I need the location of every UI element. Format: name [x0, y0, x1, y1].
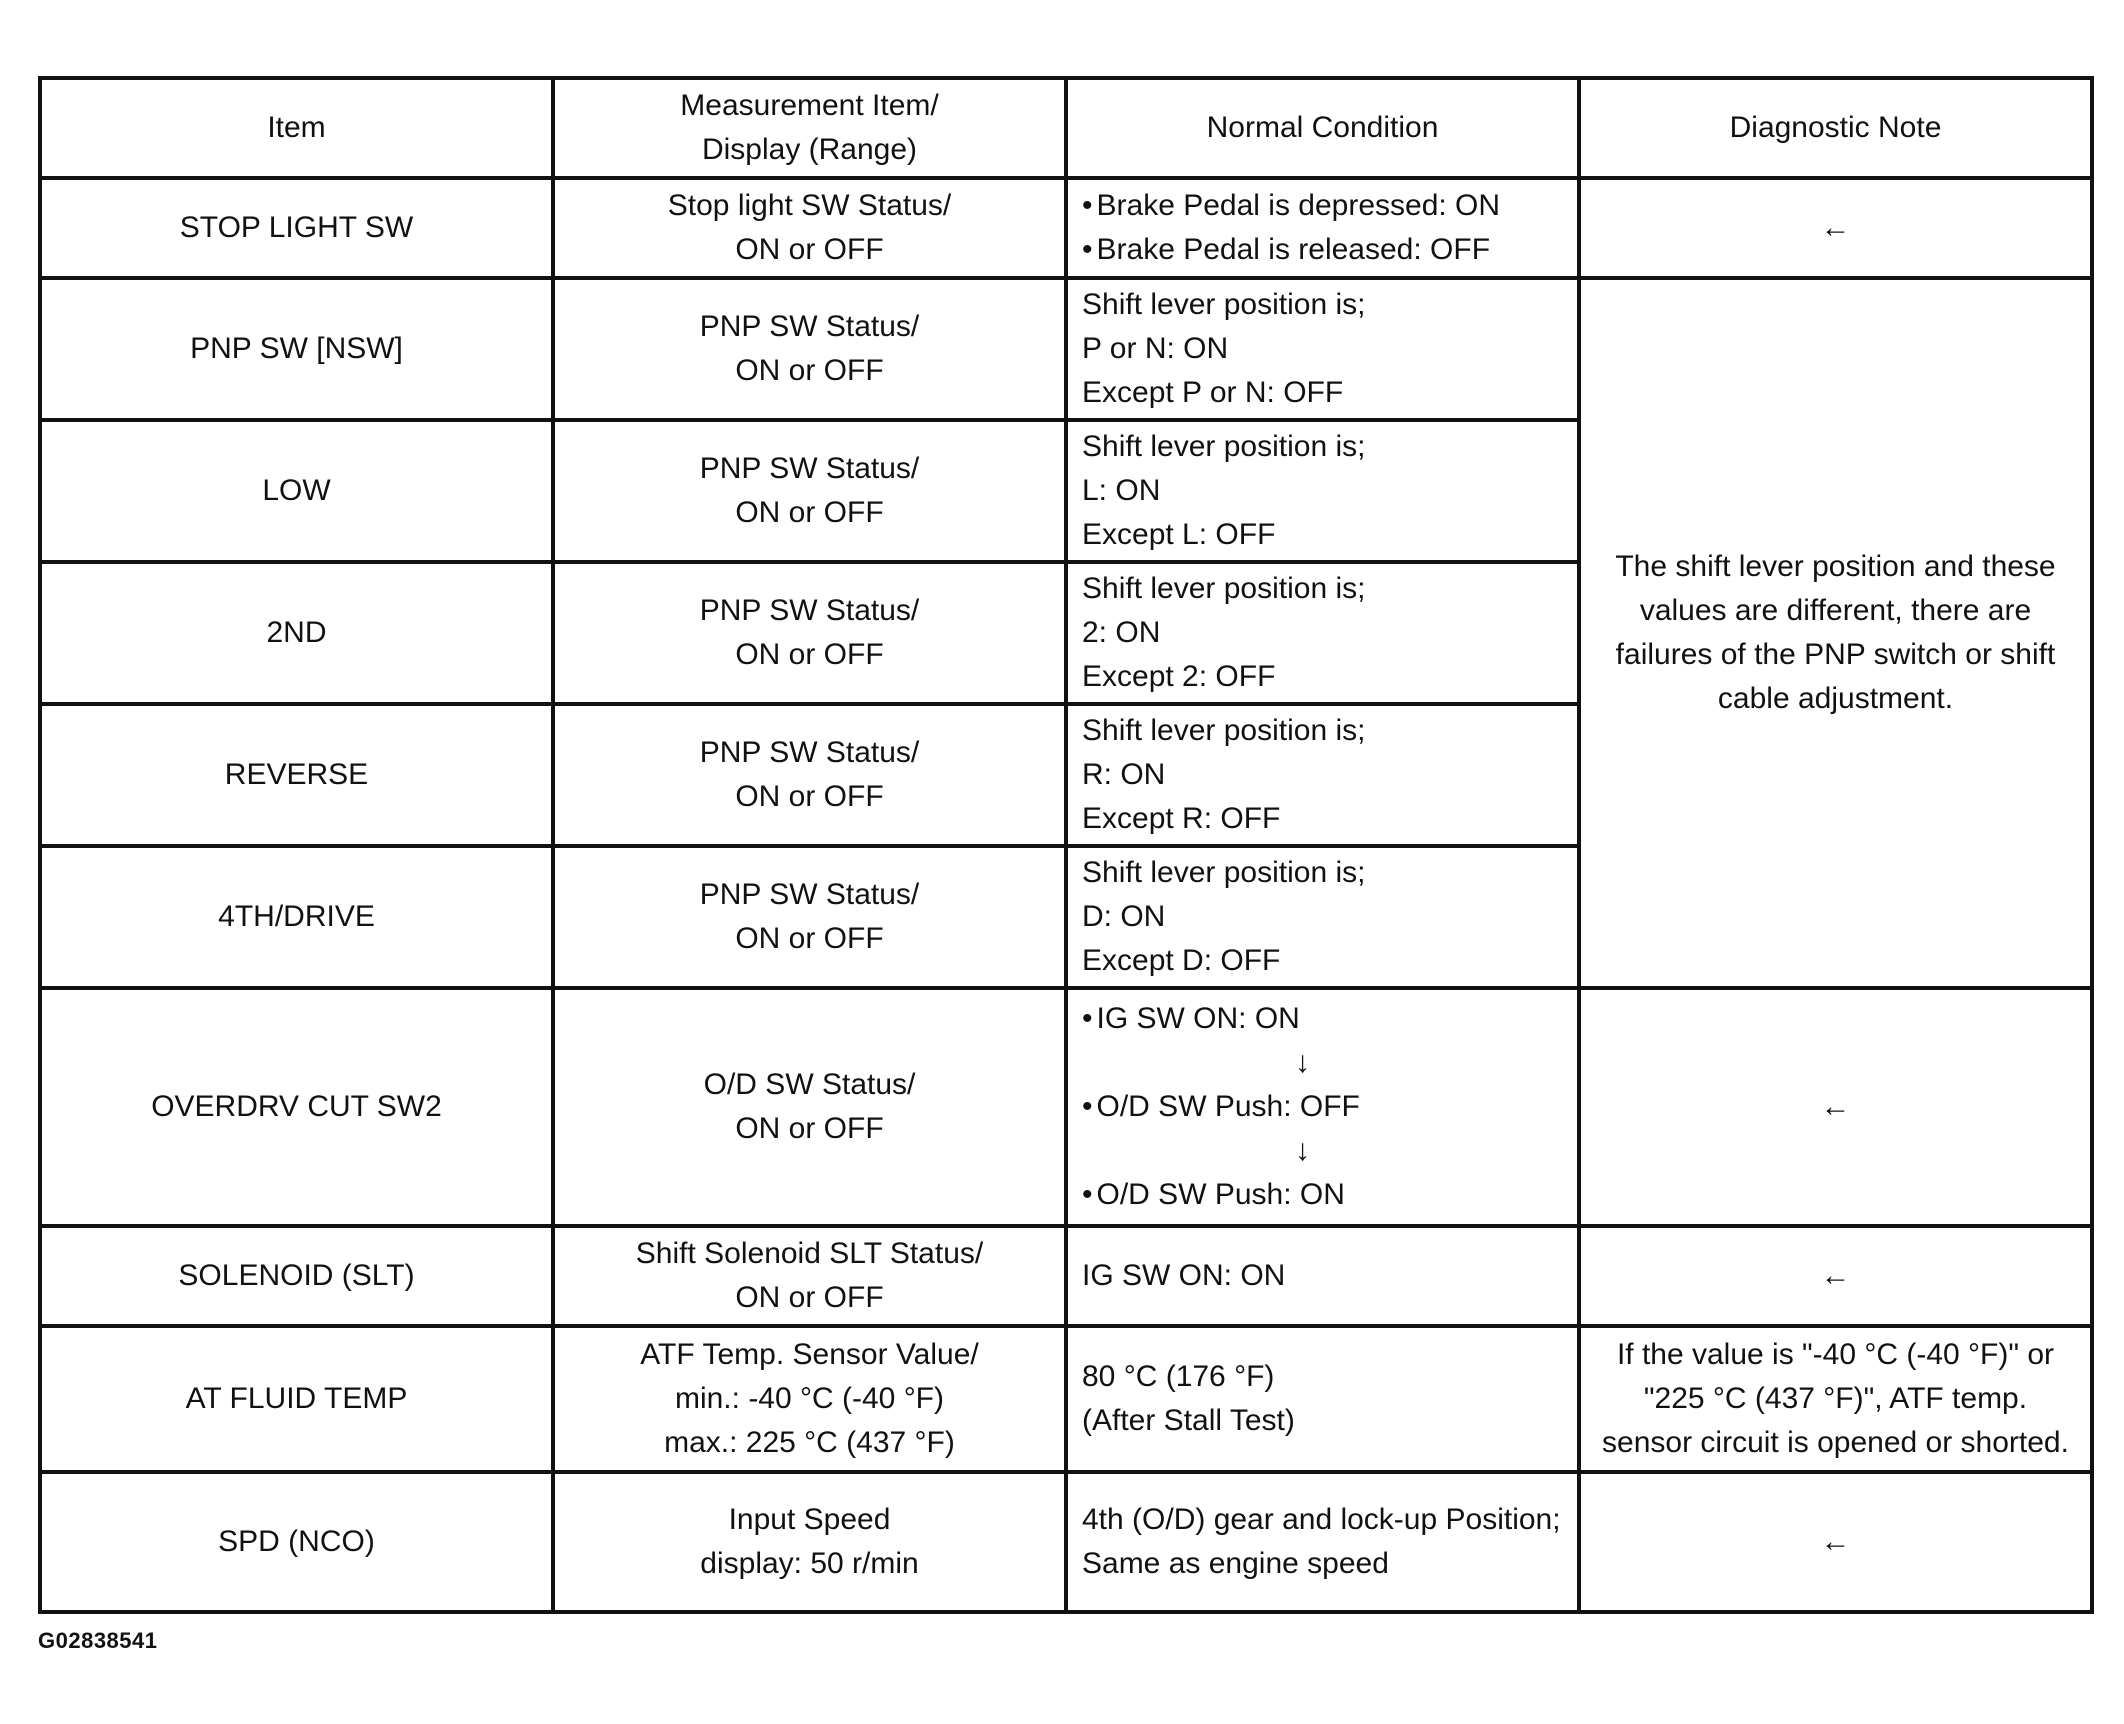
- note-cell: [1579, 1226, 2092, 1326]
- header-diagnostic-note: Diagnostic Note: [1579, 78, 2092, 178]
- measurement-line: ON or OFF: [735, 638, 884, 671]
- condition-line: P or N: ON: [1082, 332, 1229, 365]
- item-cell: LOW: [40, 420, 553, 562]
- note-cell: [1579, 1326, 2092, 1472]
- measurement-line: O/D SW Status/: [703, 1068, 916, 1101]
- table-row: [40, 1226, 2092, 1326]
- condition-cell: [1066, 178, 1579, 278]
- condition-cell: [1066, 1226, 1579, 1326]
- header-row: [40, 78, 2092, 178]
- condition-line: 80 °C (176 °F): [1082, 1360, 1275, 1393]
- note-cell: [1579, 1472, 2092, 1612]
- measurement-line: ON or OFF: [735, 233, 884, 266]
- figure-id: G02838541: [38, 1628, 158, 1653]
- condition-line: • Brake Pedal is released: OFF: [1082, 228, 1563, 272]
- condition-line: 4th (O/D) gear and lock-up Position;: [1082, 1503, 1561, 1536]
- note-cell: [1579, 988, 2092, 1226]
- measurement-cell: [553, 278, 1066, 420]
- condition-line: Except 2: OFF: [1082, 660, 1276, 693]
- condition-line: Shift lever position is;: [1082, 430, 1366, 463]
- table-row: [40, 1472, 2092, 1612]
- measurement-cell: [553, 1472, 1066, 1612]
- header-measurement-line-1: Measurement Item/: [680, 89, 939, 122]
- table-row: [40, 178, 2092, 278]
- condition-cell: [1066, 846, 1579, 988]
- condition-line: 2: ON: [1082, 616, 1161, 649]
- measurement-line: ON or OFF: [735, 922, 884, 955]
- condition-line: (After Stall Test): [1082, 1404, 1295, 1437]
- condition-line: • IG SW ON: ON: [1082, 997, 1563, 1041]
- measurement-line: PNP SW Status/: [699, 310, 920, 343]
- condition-line: Shift lever position is;: [1082, 714, 1366, 747]
- item-cell: OVERDRV CUT SW2: [40, 988, 553, 1226]
- same-as-above-arrow: ←: [1820, 1090, 1851, 1123]
- diagnostic-note: If the value is "-40 °C (-40 °F)" or "225 °C (437 °F)", ATF temp. sensor circuit is opened or shorted.: [1602, 1338, 2069, 1459]
- measurement-line: ATF Temp. Sensor Value/: [640, 1338, 979, 1371]
- condition-line: Shift lever position is;: [1082, 572, 1366, 605]
- measurement-cell: [553, 178, 1066, 278]
- condition-cell: [1066, 562, 1579, 704]
- condition-line: Shift lever position is;: [1082, 288, 1366, 321]
- condition-cell: [1066, 420, 1579, 562]
- measurement-cell: [553, 988, 1066, 1226]
- item-cell: PNP SW [NSW]: [40, 278, 553, 420]
- header-normal-condition: Normal Condition: [1066, 78, 1579, 178]
- measurement-line: ON or OFF: [735, 354, 884, 387]
- item-cell: SPD (NCO): [40, 1472, 553, 1612]
- measurement-line: min.: -40 °C (-40 °F): [674, 1382, 945, 1415]
- measurement-cell: [553, 1226, 1066, 1326]
- measurement-cell: [553, 562, 1066, 704]
- down-arrow: ↓: [1295, 1134, 1310, 1167]
- condition-line: Except L: OFF: [1082, 518, 1276, 551]
- condition-line: D: ON: [1082, 900, 1166, 933]
- condition-cell: [1066, 1326, 1579, 1472]
- condition-cell: [1066, 704, 1579, 846]
- condition-line: • O/D SW Push: OFF: [1082, 1085, 1563, 1129]
- measurement-line: ON or OFF: [735, 780, 884, 813]
- measurement-line: Stop light SW Status/: [667, 189, 952, 222]
- table-row: [40, 278, 2092, 420]
- item-cell: STOP LIGHT SW: [40, 178, 553, 278]
- measurement-line: PNP SW Status/: [699, 736, 920, 769]
- condition-line: L: ON: [1082, 474, 1161, 507]
- measurement-cell: [553, 846, 1066, 988]
- table-row: [40, 988, 2092, 1226]
- measurement-line: ON or OFF: [735, 1112, 884, 1145]
- item-cell: REVERSE: [40, 704, 553, 846]
- same-as-above-arrow: ←: [1820, 1525, 1851, 1558]
- measurement-line: PNP SW Status/: [699, 452, 920, 485]
- measurement-cell: [553, 704, 1066, 846]
- condition-line: IG SW ON: ON: [1082, 1259, 1286, 1292]
- measurement-line: PNP SW Status/: [699, 878, 920, 911]
- shared-note-cell: [1579, 278, 2092, 988]
- measurement-cell: [553, 420, 1066, 562]
- condition-line: Shift lever position is;: [1082, 856, 1366, 889]
- condition-line: Except R: OFF: [1082, 802, 1281, 835]
- same-as-above-arrow: ←: [1820, 1259, 1851, 1292]
- header-measurement-line-2: Display (Range): [701, 133, 918, 166]
- shared-diagnostic-note: The shift lever position and these values are different, there are failures of the PNP switch or shift cable adjustment.: [1615, 550, 2056, 715]
- condition-cell: [1066, 988, 1579, 1226]
- measurement-line: PNP SW Status/: [699, 594, 920, 627]
- item-cell: SOLENOID (SLT): [40, 1226, 553, 1326]
- measurement-line: display: 50 r/min: [700, 1547, 919, 1580]
- measurement-line: Input Speed: [728, 1503, 891, 1536]
- table-row: [40, 1326, 2092, 1472]
- condition-cell: [1066, 278, 1579, 420]
- item-cell: 4TH/DRIVE: [40, 846, 553, 988]
- condition-line: Same as engine speed: [1082, 1547, 1389, 1580]
- header-measurement: [553, 78, 1066, 178]
- condition-line: Except P or N: OFF: [1082, 376, 1344, 409]
- measurement-line: ON or OFF: [735, 1281, 884, 1314]
- condition-line: • O/D SW Push: ON: [1082, 1173, 1563, 1217]
- condition-line: R: ON: [1082, 758, 1166, 791]
- item-cell: AT FLUID TEMP: [40, 1326, 553, 1472]
- condition-cell: [1066, 1472, 1579, 1612]
- note-cell: [1579, 178, 2092, 278]
- down-arrow: ↓: [1295, 1046, 1310, 1079]
- same-as-above-arrow: ←: [1820, 211, 1851, 244]
- diagnostic-data-table: [38, 76, 2094, 1614]
- measurement-cell: [553, 1326, 1066, 1472]
- header-item: Item: [40, 78, 553, 178]
- condition-line: • Brake Pedal is depressed: ON: [1082, 184, 1563, 228]
- measurement-line: Shift Solenoid SLT Status/: [635, 1237, 984, 1270]
- item-cell: 2ND: [40, 562, 553, 704]
- condition-line: Except D: OFF: [1082, 944, 1281, 977]
- measurement-line: ON or OFF: [735, 496, 884, 529]
- measurement-line: max.: 225 °C (437 °F): [664, 1426, 955, 1459]
